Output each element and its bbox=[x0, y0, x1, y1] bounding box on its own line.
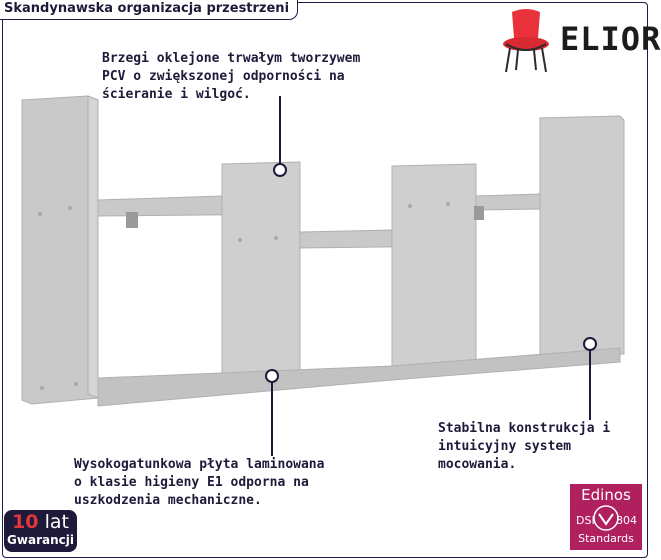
warranty-badge bbox=[4, 510, 77, 552]
cert-standards: Standards bbox=[578, 532, 634, 545]
cert-number: 804 bbox=[616, 514, 637, 527]
cert-dsi: DSI bbox=[576, 514, 595, 527]
brand-name: ELIOR bbox=[560, 20, 661, 58]
warranty-years: 10 lat bbox=[12, 511, 69, 533]
cert-seal bbox=[570, 504, 642, 532]
certification-badge bbox=[570, 484, 642, 550]
callout-construction: Stabilna konstrukcja i intuicyjny system mocowania. bbox=[438, 421, 611, 472]
callout-edges: Brzegi oklejone trwałym tworzywem PCV o zwiększonej odporności na ścieranie i wilgoć. bbox=[102, 51, 361, 102]
page-title: Skandynawska organizacja przestrzeni bbox=[0, 0, 298, 20]
callout-board: Wysokogatunkowa płyta laminowana o klasie higieny E1 odporna na uszkodzenia mechaniczne. bbox=[74, 457, 325, 508]
cert-name: Edinos bbox=[581, 486, 631, 504]
warranty-label: Gwarancji bbox=[7, 533, 74, 547]
